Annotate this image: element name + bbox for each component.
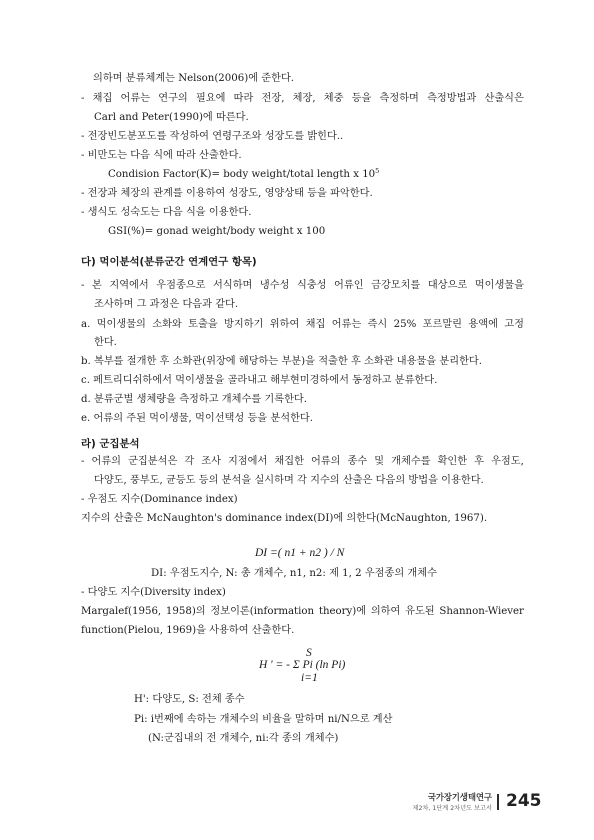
word: 확인한 [437,456,468,467]
word: 및 [374,456,385,467]
text-line [81,92,524,106]
word: 의하여 [370,606,401,617]
formula-text: Condision Factor(K)= body weight/total length x 10 [108,169,376,180]
word: 지역에서 [109,280,149,291]
list-item: b. 복부를 절개한 후 소화관(위장에 해당하는 부분)을 적출한 후 소화관 내용물을 분리한다. [81,356,483,367]
word: 군집분석은 [128,456,178,467]
text-line: Carl and Peter(1990)에 따른다. [94,112,249,123]
word: 따라 [233,93,254,104]
text-line: function(Pielou, 1969)을 사용하여 산출한다. [81,625,295,636]
word: 1958)의 [165,606,206,617]
word: 대상으로 [427,280,468,291]
word: 측정하며 [379,93,419,104]
footer-title: 국가장기생태연구 [427,792,492,802]
word: 종수 [347,456,368,467]
formula-exponent: 5 [375,167,380,175]
list-item: e. 어류의 주된 먹이생물, 먹이선택성 등을 분석한다. [81,413,313,424]
section-heading: 라) 군집분석 [81,438,140,450]
text-line: 조사하며 그 과정은 다음과 같다. [94,299,239,310]
formula-legend: DI: 우점도지수, N: 총 개체수, n1, n2: 제 1, 2 우점종의 개체수 [151,568,437,579]
word: 정보이론(information [210,606,315,617]
word: 소화와 [152,319,182,330]
word: 전장, [261,93,285,104]
word: Margalef(1956, [81,606,162,617]
text-line: 지수의 산출은 McNaughton's dominance index(DI)에 의한다(McNaughton, 1967). [81,513,488,524]
word: 방지하기 [224,319,264,330]
word: 채집 [305,319,326,330]
formula-shannon: H ' = - Σ Pi (ln Pi) [259,659,346,671]
word: 포르말린 [422,319,463,330]
word: 25% [393,319,417,330]
word: 등을 [351,93,372,104]
word: 체장, [292,93,316,104]
section-heading: 다) 먹이분석(분류군간 연계연구 항목) [81,256,257,268]
text-line: - 우점도 지수(Dominance index) [81,494,238,505]
word: 어류는 [120,93,151,104]
word: - [81,456,85,467]
word: theory)에 [318,606,367,617]
word: 우점종으로 [156,280,206,291]
word: 각 [184,456,195,467]
word: 식충성 [296,280,327,291]
word: 즉시 [367,319,388,330]
word: Shannon-Wiever [439,606,524,617]
word: 지점에서 [227,456,268,467]
word: 개체수를 [391,456,431,467]
footer-report-info [380,791,492,812]
word: a. [81,319,91,330]
list-item: c. 페트리디쉬하에서 먹이생물을 골라내고 해부현미경하에서 동정하고 분류한다. [81,375,438,386]
formula-sum-lower: i=1 [301,672,318,684]
word: 냉수성 [259,280,290,291]
word: 위하여 [269,319,300,330]
word: 토출을 [188,319,218,330]
word: 어류의 [91,456,122,467]
word: 먹이생물의 [96,319,146,330]
footer-subtitle: 제2차, 1단계 2차년도 보고서 [412,805,492,812]
footer-divider [497,794,499,810]
word: 산출식은 [484,93,524,104]
word: 어류는 [331,319,362,330]
text-line: 다양도, 풍부도, 균등도 등의 분석을 실시하며 각 지수의 산출은 다음의 방법을 이용한다. [94,475,484,486]
word: 본 [91,280,102,291]
text-line [81,605,524,619]
text-line: - 비만도는 다음 식에 따라 산출한다. [81,150,242,161]
text-line: 한다. [94,337,117,348]
word: 채집한 [274,456,304,467]
text-line: - 다양도 지수(Diversity index) [81,587,226,598]
formula-dominance-index: DI =( n1 + n2 ) / N [255,547,345,559]
word: 필요에 [195,93,226,104]
text-line: - 전장과 체장의 관계를 이용하여 성장도, 영양상태 등을 파악한다. [81,188,373,199]
word: 서식하며 [213,280,253,291]
word: 측정방법과 [427,93,477,104]
word: 연구의 [158,93,188,104]
word: - [81,93,85,104]
formula-sum-upper: S [306,647,312,659]
word: 체중 [323,93,344,104]
text-line: - 전장빈도분포도를 작성하여 연령구조와 성장도를 밝힌다.. [81,131,344,142]
word: 고정 [504,319,524,330]
formula-condition-factor [108,168,379,182]
word: 후 [474,456,485,467]
text-line: - 생식도 성숙도는 다음 식을 이용한다. [81,207,252,218]
text-line [81,455,524,469]
word: 유도된 [405,606,435,617]
text-line [81,279,524,293]
word: - [81,280,85,291]
word: 어류의 [310,456,341,467]
word: 채집 [92,93,113,104]
list-item: d. 분류군별 생체량을 측정하고 개체수를 기록한다. [81,394,308,405]
formula-gsi: GSI(%)= gonad weight/body weight x 100 [108,226,326,237]
formula-legend: Pi: i번째에 속하는 개체수의 비율을 말하며 ni/N으로 계산 [134,714,393,725]
formula-legend: H': 다양도, S: 전체 종수 [134,694,245,705]
list-item [81,318,524,332]
word: 먹이생물을 [474,280,524,291]
text-line: 의하며 분류체계는 Nelson(2006)에 준한다. [93,73,295,84]
word: 어류인 [334,280,364,291]
word: 용액에 [468,319,498,330]
word: 조사 [201,456,221,467]
word: 우점도, [491,456,524,467]
page-number: 245 [506,791,542,811]
word: 금강모치를 [371,280,421,291]
formula-legend: (N:군집내의 전 개체수, ni:각 종의 개체수) [148,733,339,744]
